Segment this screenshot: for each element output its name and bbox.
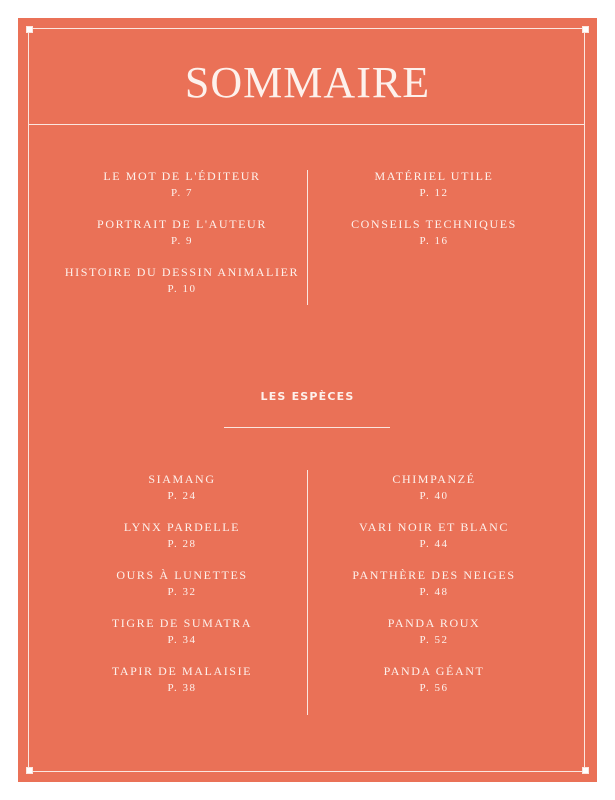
- toc-entry-page: P. 10: [167, 283, 197, 295]
- toc-entry[interactable]: [299, 663, 569, 697]
- toc-entry[interactable]: [47, 264, 317, 298]
- toc-entry-page: P. 32: [167, 586, 197, 598]
- toc-entry-label: TAPIR DE MALAISIE: [111, 664, 253, 678]
- frame-corner-ornament: [26, 767, 33, 774]
- toc-entry[interactable]: [47, 663, 317, 697]
- toc-entry-label: LYNX PARDELLE: [123, 520, 241, 534]
- toc-entry-page: P. 44: [419, 538, 449, 550]
- toc-entry[interactable]: [299, 216, 569, 250]
- section-title-species: LES ESPÈCES: [260, 390, 355, 403]
- toc-entry-label: PORTRAIT DE L'AUTEUR: [97, 217, 267, 231]
- toc-entry[interactable]: [299, 471, 569, 505]
- toc-entry-page: P. 16: [419, 235, 449, 247]
- section-divider: [224, 427, 390, 428]
- frame-corner-ornament: [582, 26, 589, 33]
- toc-entry-label: PANTHÈRE DES NEIGES: [352, 568, 516, 582]
- toc-entry[interactable]: [47, 519, 317, 553]
- toc-entry[interactable]: [47, 567, 317, 601]
- toc-entry-label: HISTOIRE DU DESSIN ANIMALIER: [64, 265, 300, 279]
- toc-entry-page: P. 7: [171, 187, 193, 199]
- toc-entry-label: VARI NOIR ET BLANC: [358, 520, 510, 534]
- page-title: SOMMAIRE: [184, 58, 431, 107]
- intro-left-column: [47, 168, 317, 312]
- toc-entry-page: P. 48: [419, 586, 449, 598]
- toc-entry-label: TIGRE DE SUMATRA: [111, 616, 253, 630]
- toc-entry-page: P. 9: [171, 235, 193, 247]
- toc-entry-label: PANDA ROUX: [387, 616, 481, 630]
- toc-entry[interactable]: [299, 519, 569, 553]
- toc-entry-page: P. 24: [167, 490, 197, 502]
- toc-entry[interactable]: [299, 615, 569, 649]
- toc-entry-page: P. 52: [419, 634, 449, 646]
- title-divider: [29, 124, 584, 125]
- intro-right-column: [299, 168, 569, 264]
- toc-entry-label: CONSEILS TECHNIQUES: [351, 217, 517, 231]
- toc-entry-label: CHIMPANZÉ: [392, 472, 476, 486]
- toc-entry-page: P. 40: [419, 490, 449, 502]
- toc-entry[interactable]: [299, 168, 569, 202]
- toc-entry-page: P. 38: [167, 682, 197, 694]
- toc-entry-page: P. 12: [419, 187, 449, 199]
- toc-entry-label: OURS À LUNETTES: [116, 568, 248, 582]
- toc-entry-page: P. 56: [419, 682, 449, 694]
- toc-entry-label: PANDA GÉANT: [383, 664, 485, 678]
- species-left-column: [47, 471, 317, 711]
- toc-entry-page: P. 34: [167, 634, 197, 646]
- species-right-column: [299, 471, 569, 711]
- toc-entry-label: MATÉRIEL UTILE: [374, 169, 494, 183]
- toc-entry[interactable]: [47, 216, 317, 250]
- toc-entry[interactable]: [299, 567, 569, 601]
- frame-corner-ornament: [26, 26, 33, 33]
- toc-entry-page: P. 28: [167, 538, 197, 550]
- toc-entry-label: SIAMANG: [148, 472, 216, 486]
- toc-entry[interactable]: [47, 615, 317, 649]
- frame-corner-ornament: [582, 767, 589, 774]
- toc-entry-label: LE MOT DE L'ÉDITEUR: [103, 169, 261, 183]
- toc-entry[interactable]: [47, 168, 317, 202]
- toc-entry[interactable]: [47, 471, 317, 505]
